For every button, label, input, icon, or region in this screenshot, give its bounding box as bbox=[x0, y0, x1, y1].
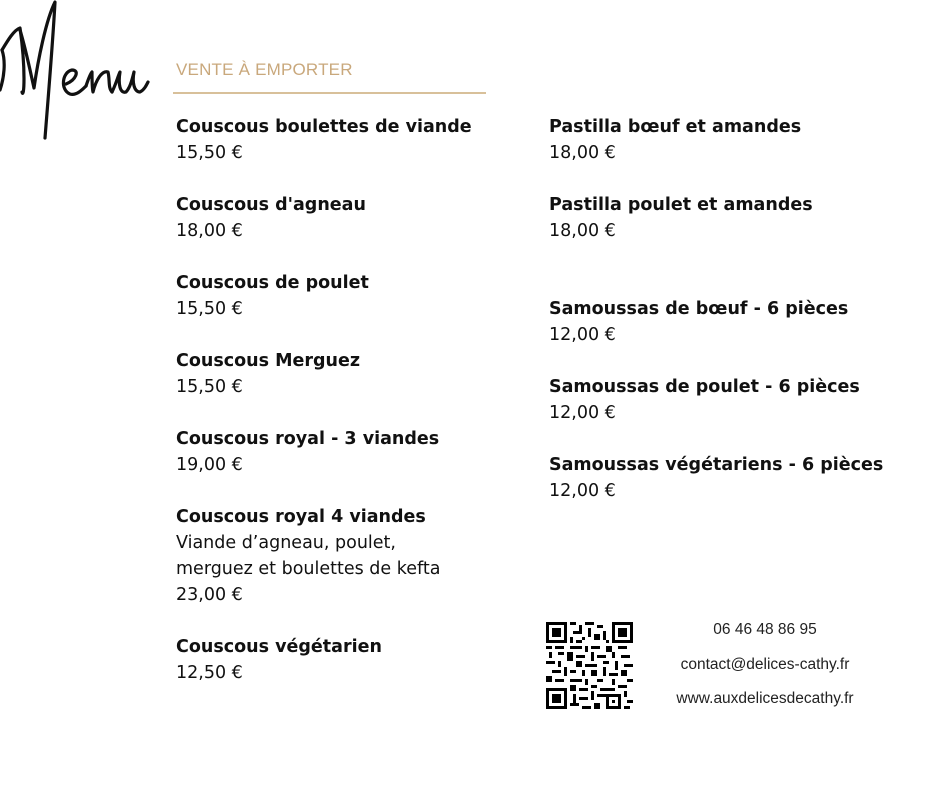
menu-item-description: merguez et boulettes de kefta bbox=[176, 559, 441, 579]
menu-item-name: Samoussas de poulet - 6 pièces bbox=[549, 377, 860, 397]
menu-item-price: 15,50 € bbox=[176, 377, 243, 397]
menu-item bbox=[549, 296, 848, 348]
menu-item-name: Pastilla poulet et amandes bbox=[549, 195, 813, 215]
menu-item bbox=[176, 426, 439, 478]
menu-item-name: Samoussas végétariens - 6 pièces bbox=[549, 455, 884, 475]
menu-item-name: Pastilla bœuf et amandes bbox=[549, 117, 802, 137]
menu-item-description: Viande d’agneau, poulet, bbox=[176, 533, 396, 553]
menu-item-price: 15,50 € bbox=[176, 299, 243, 319]
menu-item bbox=[176, 348, 360, 400]
menu-item-price: 18,00 € bbox=[549, 143, 616, 163]
menu-item bbox=[549, 374, 860, 426]
left-menu-column bbox=[176, 114, 516, 714]
menu-item-price: 18,00 € bbox=[176, 221, 243, 241]
menu-item-name: Samoussas de bœuf - 6 pièces bbox=[549, 299, 849, 319]
menu-item-price: 15,50 € bbox=[176, 143, 243, 163]
menu-item-name: Couscous Merguez bbox=[176, 351, 361, 371]
qr-code[interactable] bbox=[546, 622, 633, 709]
menu-item-price: 23,00 € bbox=[176, 585, 243, 605]
right-menu-column bbox=[549, 114, 929, 514]
menu-item bbox=[176, 114, 472, 166]
subtitle-divider bbox=[173, 92, 486, 94]
menu-item-name: Couscous royal - 3 viandes bbox=[176, 429, 440, 449]
menu-item bbox=[549, 192, 813, 244]
menu-item-name: Couscous boulettes de viande bbox=[176, 117, 472, 137]
menu-script-title bbox=[0, 0, 160, 150]
menu-item-name: Couscous de poulet bbox=[176, 273, 369, 293]
menu-item-price: 12,00 € bbox=[549, 325, 616, 345]
menu-item-price: 12,50 € bbox=[176, 663, 243, 683]
menu-item-name: Couscous d'agneau bbox=[176, 195, 366, 215]
menu-item-name: Couscous végétarien bbox=[176, 637, 382, 657]
menu-item bbox=[176, 192, 366, 244]
contact-email[interactable]: contact@delices-cathy.fr bbox=[680, 656, 850, 673]
contact-website[interactable]: www.auxdelicesdecathy.fr bbox=[676, 690, 854, 707]
menu-item bbox=[176, 634, 382, 686]
menu-item-price: 18,00 € bbox=[549, 221, 616, 241]
menu-item-price: 19,00 € bbox=[176, 455, 243, 475]
menu-item-price: 12,00 € bbox=[549, 481, 616, 501]
menu-item bbox=[176, 270, 369, 322]
menu-subtitle: VENTE À EMPORTER bbox=[176, 60, 353, 79]
menu-item-name: Couscous royal 4 viandes bbox=[176, 507, 426, 527]
menu-item bbox=[549, 452, 883, 504]
menu-item bbox=[176, 504, 440, 608]
contact-phone[interactable]: 06 46 48 86 95 bbox=[713, 621, 817, 638]
menu-item-price: 12,00 € bbox=[549, 403, 616, 423]
menu-item bbox=[549, 114, 801, 166]
